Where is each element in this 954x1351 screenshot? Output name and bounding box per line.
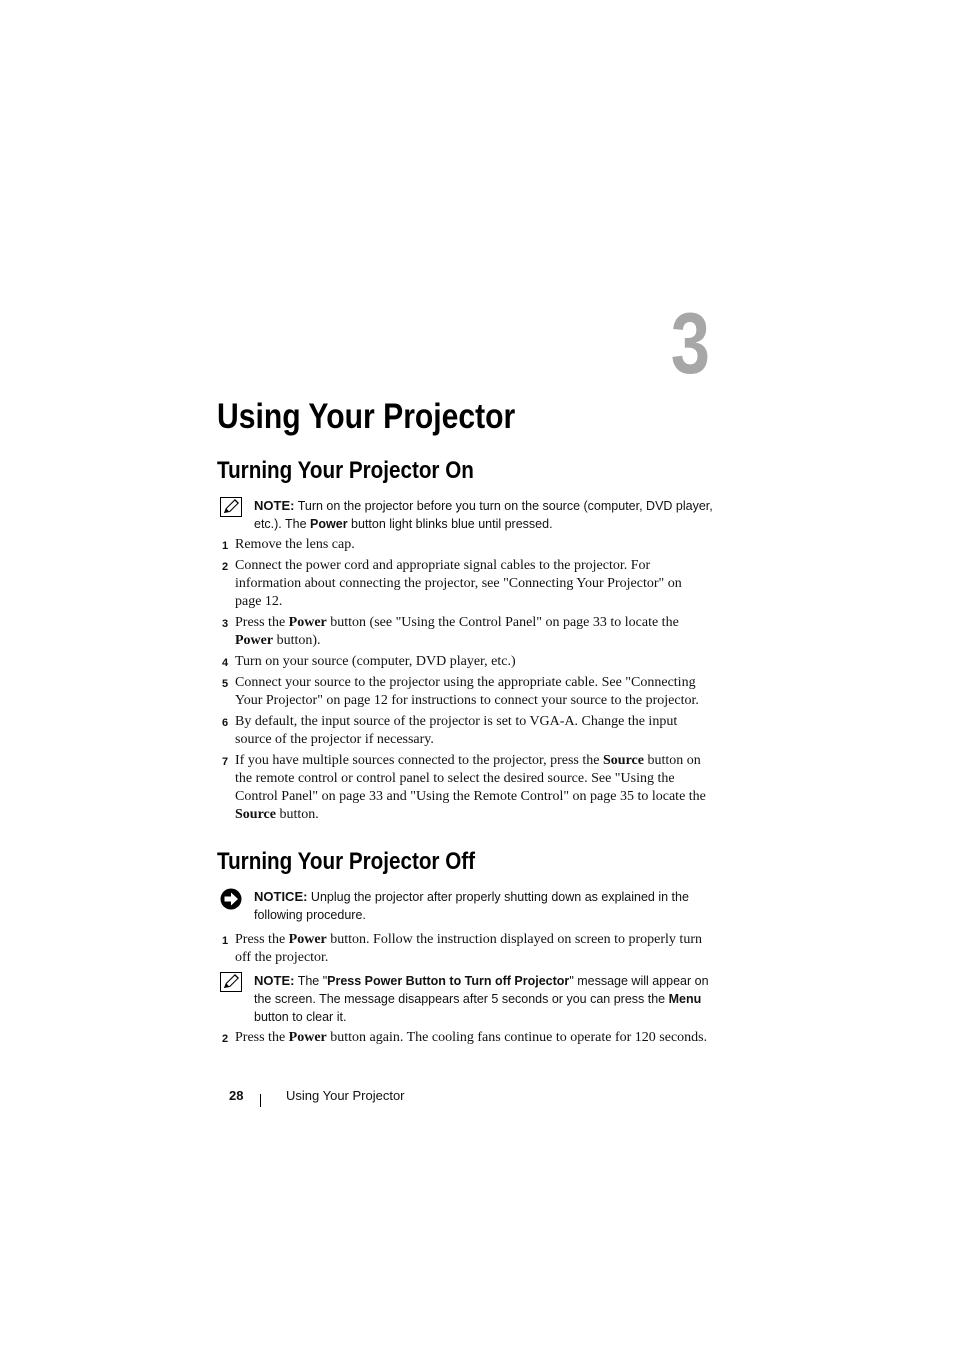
chapter-number: 3 — [670, 296, 710, 392]
chapter-title: Using Your Projector — [217, 397, 516, 436]
step-text: Connect your source to the projector using the appropriate cable. See "Connecting Your Projector" on page 12 for instructions to connect your source to the projector. — [235, 675, 699, 708]
step-item — [222, 536, 708, 554]
notice-label: NOTICE: — [254, 889, 308, 904]
step-keyword: Power — [288, 615, 327, 630]
step-keyword: Power — [235, 633, 274, 648]
step-keyword: Power — [288, 932, 327, 947]
step-keyword: Source — [603, 753, 644, 768]
page-number: 28 — [229, 1088, 244, 1103]
step-text: Press the — [235, 932, 289, 947]
note-label: NOTE: — [254, 498, 295, 513]
step-number: 2 — [222, 1033, 229, 1045]
step-item — [222, 1029, 708, 1047]
notice-text: Unplug the projector after properly shutting down as explained in the following procedure. — [254, 890, 689, 922]
step-item — [222, 931, 708, 967]
step-text: Turn on your source (computer, DVD player, etc.) — [235, 654, 516, 669]
note-message: Press Power Button to Turn off Projector — [327, 974, 570, 988]
step-text: If you have multiple sources connected to the projector, press the — [235, 753, 603, 768]
arrow-notice-icon — [220, 888, 242, 910]
step-number: 4 — [222, 657, 229, 669]
note-keyword-power: Power — [310, 517, 348, 531]
step-text: button on the remote control or control panel to select the desired source. See "Using the Control Panel" on page 33 and "Using the Remote Control" on page 35 to locate the — [235, 753, 706, 804]
step-text: button. — [275, 807, 319, 822]
section-title-turning-off: Turning Your Projector Off — [217, 848, 475, 875]
section-title-turning-on: Turning Your Projector On — [217, 457, 474, 484]
step-number: 6 — [222, 717, 229, 729]
step-text: Press the — [235, 1030, 289, 1045]
turn-off-step-2 — [222, 1029, 708, 1050]
step-item — [222, 557, 708, 611]
step-item — [222, 752, 708, 824]
note-text: Turn on the projector before you turn on the source (computer, DVD player, etc.). The — [254, 499, 713, 531]
note-keyword-menu: Menu — [668, 992, 702, 1006]
step-number: 1 — [222, 540, 229, 552]
step-text: button (see "Using the Control Panel" on page 33 to locate the — [326, 615, 679, 630]
step-text: Connect the power cord and appropriate signal cables to the projector. For information about connecting the projector, see "Connecting Your Projector" on page 12. — [235, 558, 682, 609]
note-text-end: button light blinks blue until pressed. — [347, 517, 553, 531]
step-keyword: Power — [288, 1030, 327, 1045]
step-text: button). — [273, 633, 321, 648]
step-item — [222, 614, 708, 650]
note-label: NOTE: — [254, 973, 295, 988]
step-number: 7 — [222, 756, 229, 768]
step-text: Remove the lens cap. — [235, 537, 355, 552]
footer-chapter-title: Using Your Projector — [286, 1088, 405, 1103]
step-number: 3 — [222, 618, 229, 630]
step-number: 2 — [222, 561, 229, 573]
pencil-note-icon — [220, 497, 242, 517]
note-text-end: button to clear it. — [254, 1010, 347, 1024]
pencil-note-icon — [220, 972, 242, 992]
step-item — [222, 713, 708, 749]
step-text: button again. The cooling fans continue to operate for 120 seconds. — [326, 1030, 708, 1045]
step-keyword: Source — [235, 807, 276, 822]
step-number: 5 — [222, 678, 229, 690]
step-item — [222, 674, 708, 710]
turn-off-step-1 — [222, 931, 708, 970]
step-text: Press the — [235, 615, 289, 630]
turn-on-steps — [222, 536, 708, 827]
note-text: The " — [294, 974, 328, 988]
step-item — [222, 653, 708, 671]
footer-divider — [260, 1094, 261, 1107]
step-number: 1 — [222, 935, 229, 947]
step-text: By default, the input source of the projector is set to VGA-A. Change the input source of the projector if necessary. — [235, 714, 678, 747]
step-text: button. Follow the instruction displayed on screen to properly turn off the projector. — [235, 932, 702, 965]
note-text: " message will appear on the screen. The message disappears after 5 seconds or you can press the — [254, 974, 709, 1006]
